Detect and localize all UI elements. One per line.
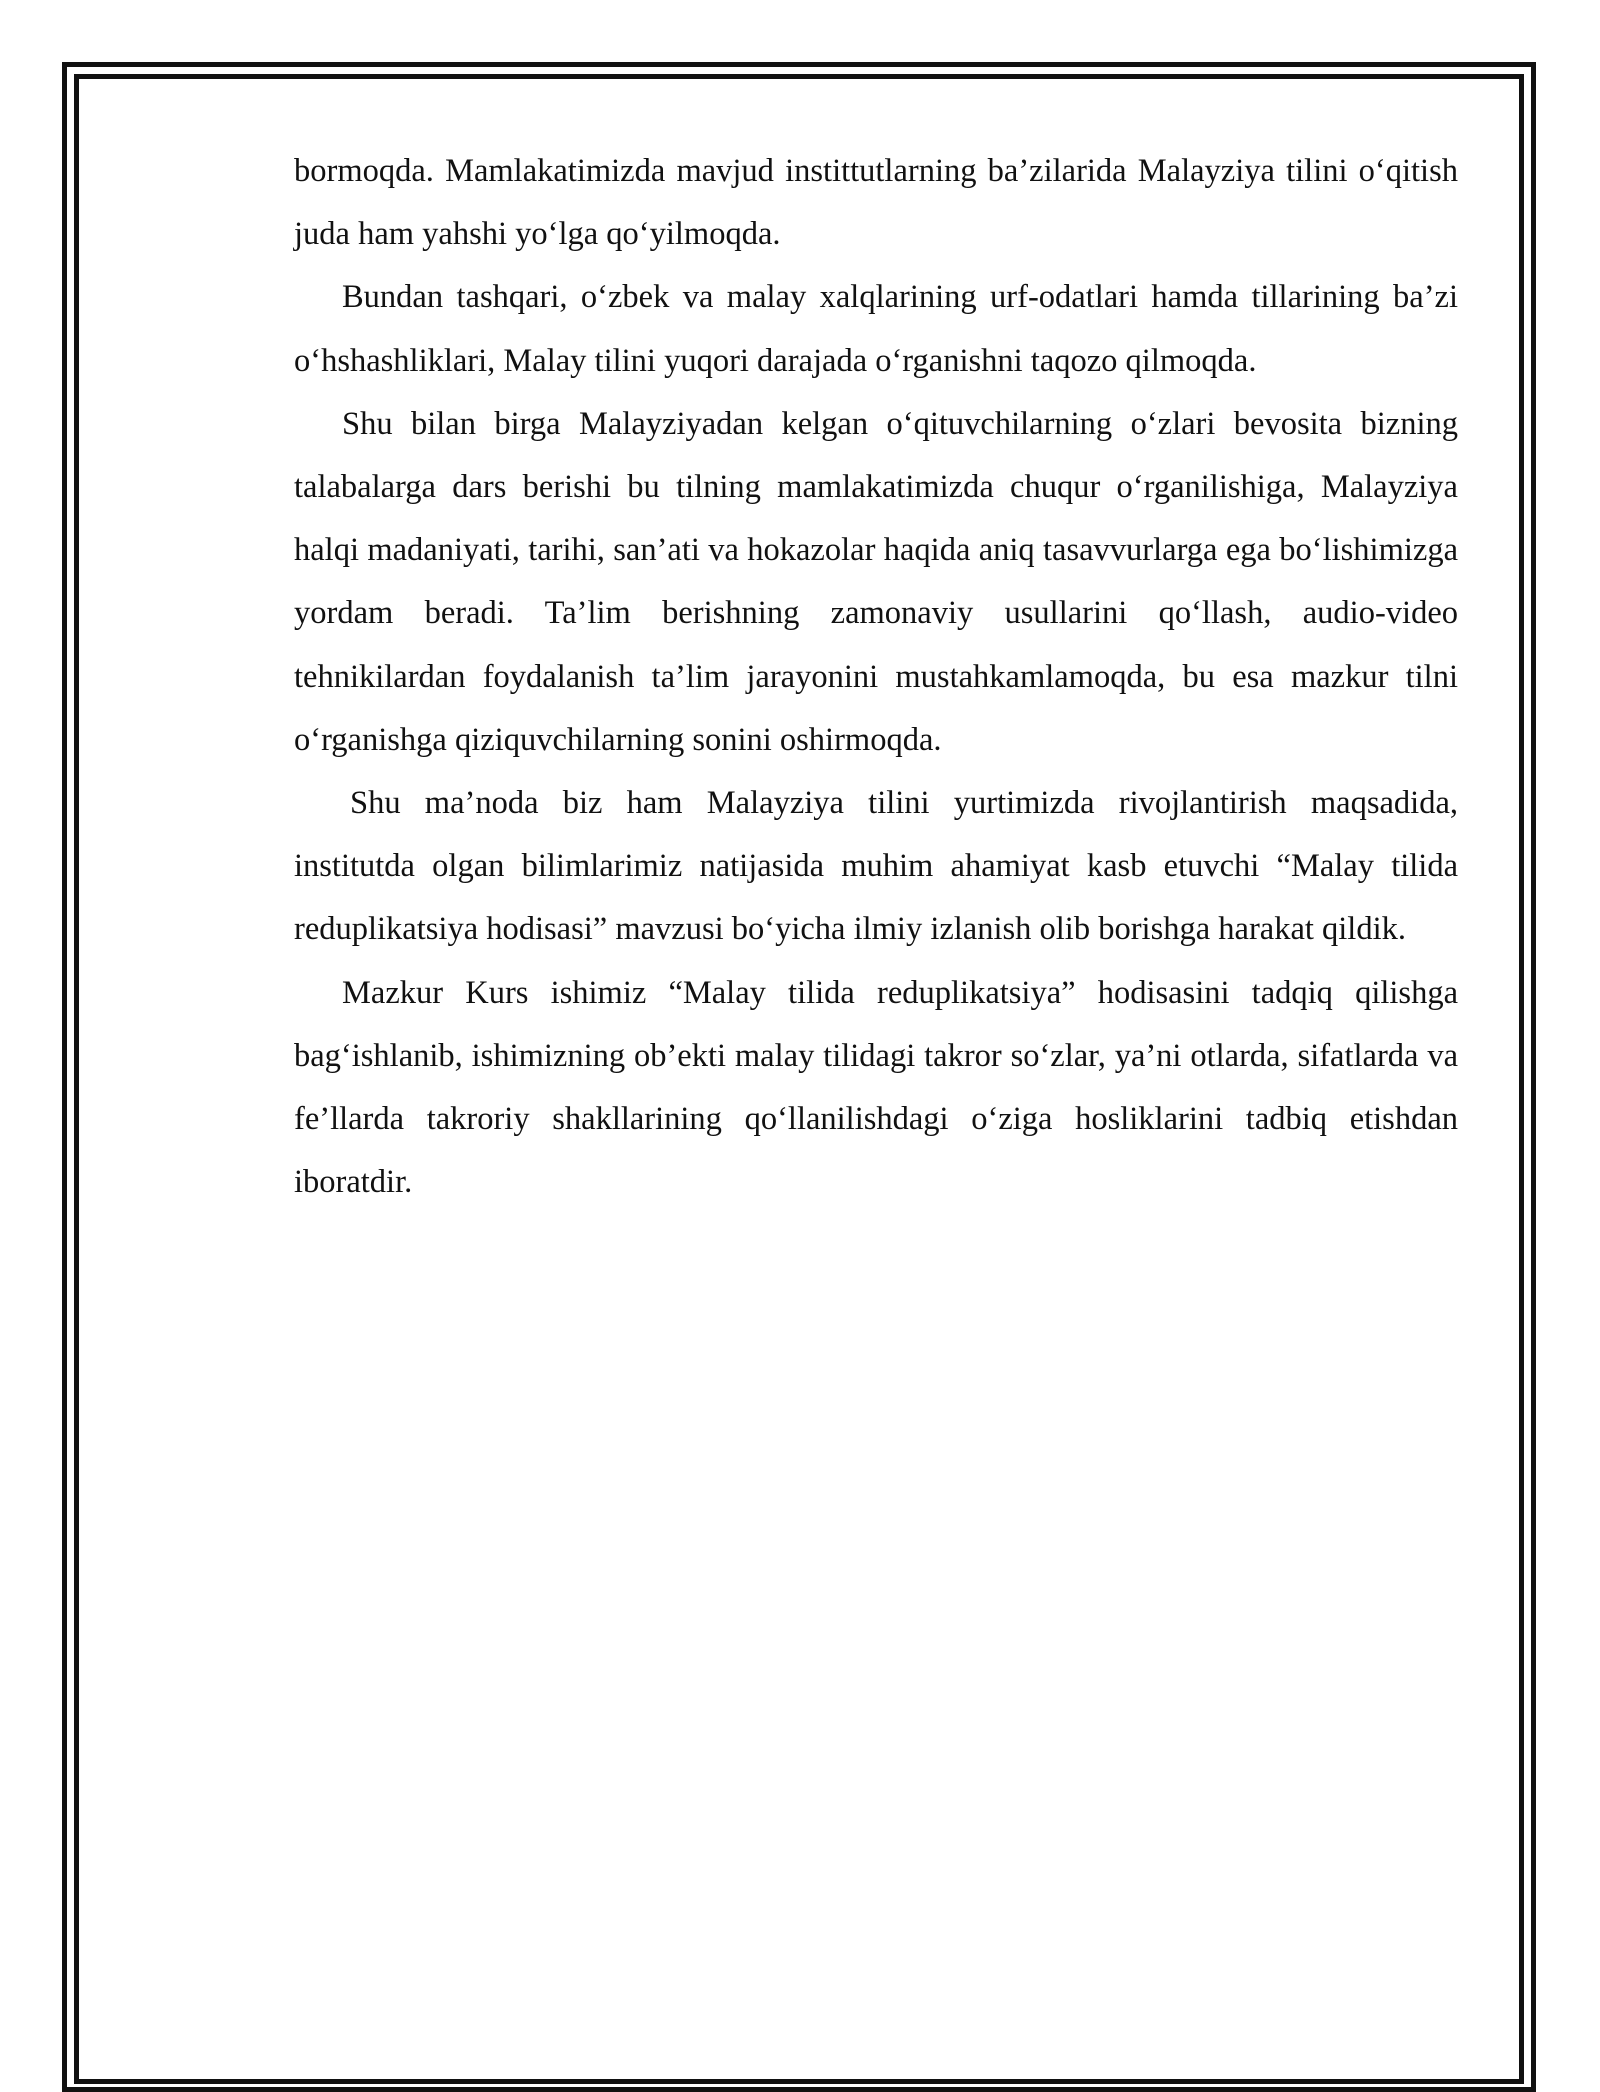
paragraph-customs-similarities: Bundan tashqari, o‘zbek va malay xalqlarining urf-odatlari hamda tillarining ba’zi o‘hshashliklari, Malay tilini yuqori darajada o‘rganishni taqozo qilmoqda. bbox=[294, 279, 1458, 379]
paragraph-malaysian-teachers: Shu bilan birga Malayziyadan kelgan o‘qituvchilarning o‘zlari bevosita bizning talabalarga dars berishi bu tilning mamlakatimizda chuqur o‘rganilishiga, Malayziya halqi madaniyati, tarihi, san’ati va hokazolar haqida aniq tasavvurlarga ega bo‘lishimizga yordam beradi. Ta’lim berishning zamonaviy usullarini qo‘llash, audio-video tehnikilardan foydalanish ta’lim jarayonini mustahkamlamoqda, bu esa mazkur tilni o‘rganishga qiziquvchilarning sonini oshirmoqda. bbox=[294, 405, 1458, 758]
paragraph-continuation: bormoqda. Mamlakatimizda mavjud instittutlarning ba’zilarida Malayziya tilini o‘qitish juda ham yahshi yo‘lga qo‘yilmoqda. bbox=[294, 153, 1458, 253]
paragraph-course-work-object: Mazkur Kurs ishimiz “Malay tilida reduplikatsiya” hodisasini tadqiq qilishga bag‘ishlanib, ishimizning ob’ekti malay tilidagi takror so‘zlar, ya’ni otlarda, sifatlarda va fe’llarda takroriy shakllarining qo‘llanilishdagi o‘ziga hosliklarini tadbiq etishdan iboratdir. bbox=[294, 974, 1458, 1201]
paragraph-research-topic: Shu ma’noda biz ham Malayziya tilini yurtimizda rivojlantirish maqsadida, institutda olgan bilimlarimiz natijasida muhim ahamiyat kasb etuvchi “Malay tilida reduplikatsiya hodisasi” mavzusi bo‘yicha ilmiy izlanish olib borishga harakat qildik. bbox=[294, 785, 1458, 948]
document-body bbox=[294, 140, 1458, 1214]
